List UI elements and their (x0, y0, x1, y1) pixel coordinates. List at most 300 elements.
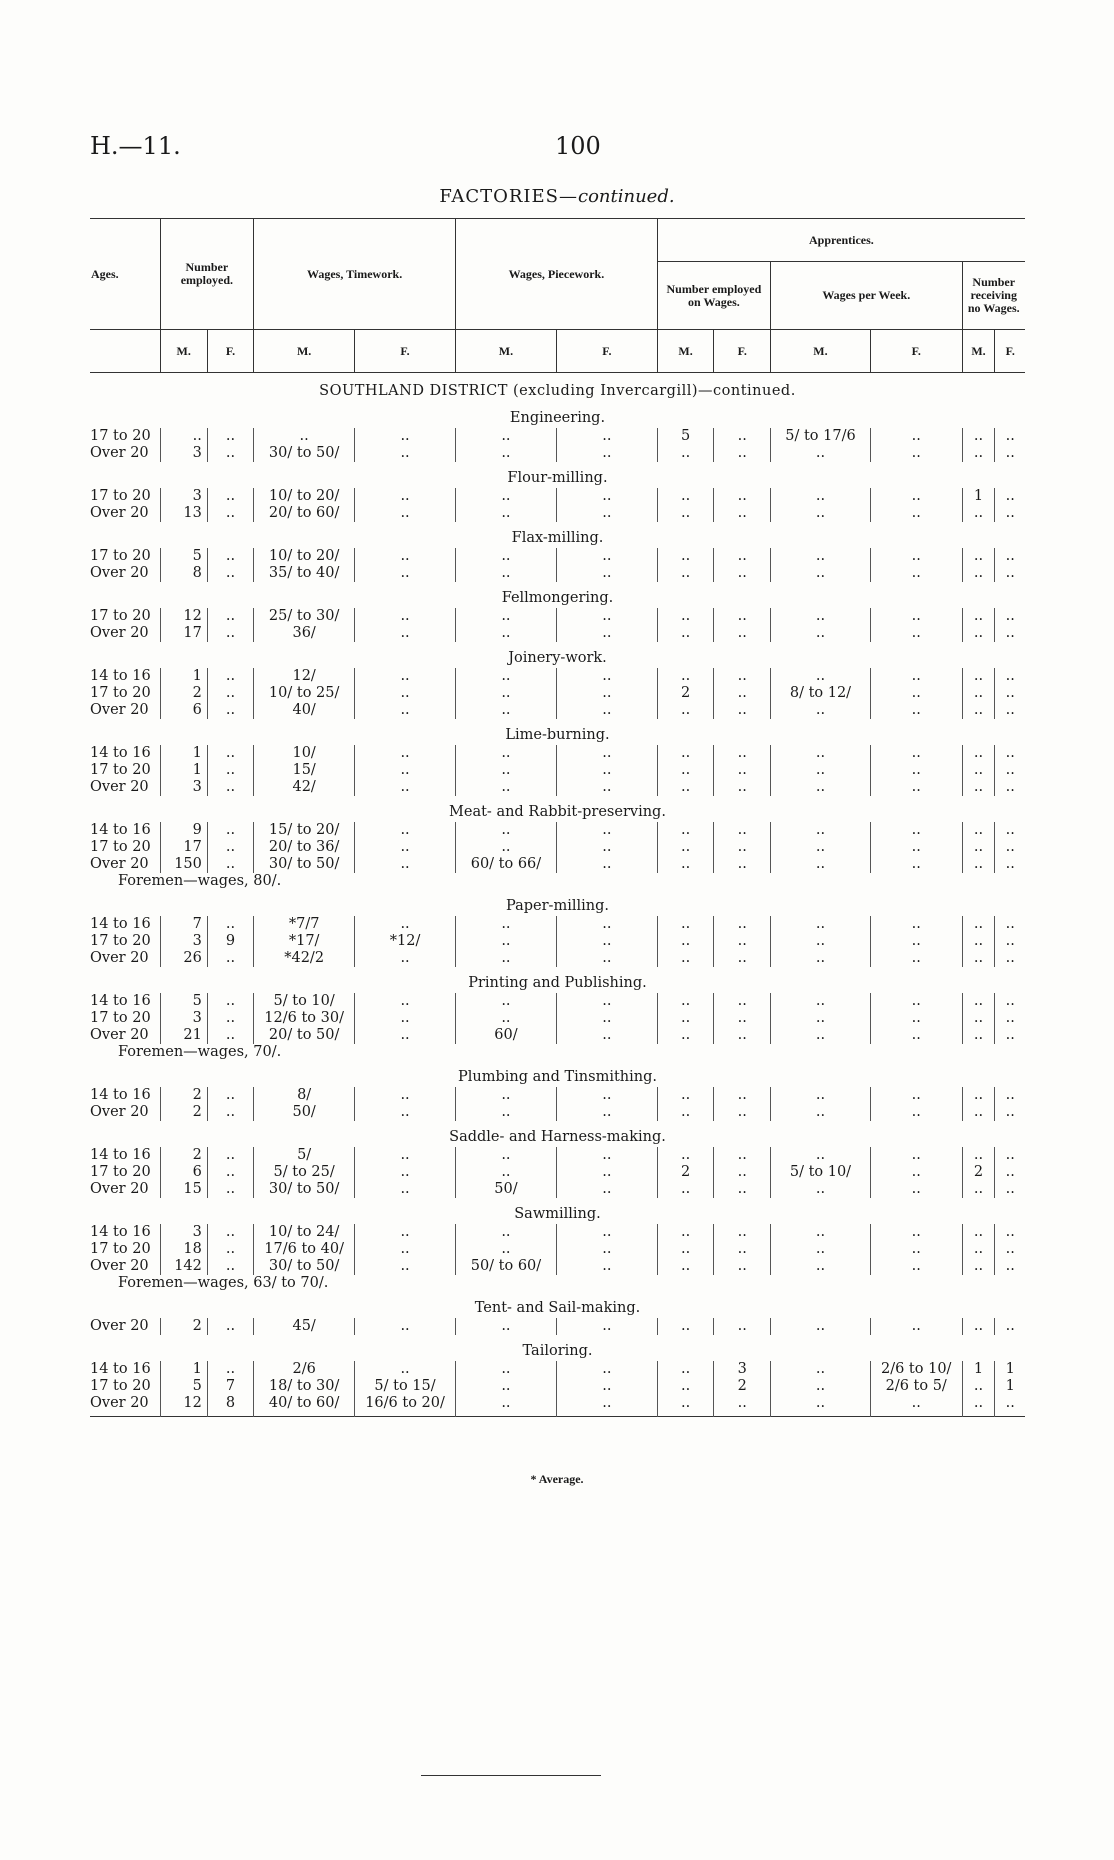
table-cell: .. (556, 625, 657, 642)
table-cell: 1 (962, 1361, 995, 1378)
table-cell: .. (870, 1181, 962, 1198)
table-cell: 5/ to 25/ (254, 1164, 355, 1181)
age-cell: Over 20 (90, 856, 149, 872)
table-cell: 1 (160, 668, 207, 685)
age-cell: Over 20 (90, 950, 149, 966)
table-cell: .. (962, 1087, 995, 1104)
table-cell: .. (456, 993, 557, 1010)
table-cell: .. (207, 1087, 253, 1104)
table-cell: .. (556, 762, 657, 779)
table-cell: .. (995, 839, 1025, 856)
age-cell: 14 to 16 (90, 1224, 151, 1240)
table-cell: .. (771, 916, 871, 933)
table-cell: .. (556, 685, 657, 702)
table-cell: .. (657, 779, 714, 796)
table-cell: .. (355, 1147, 456, 1164)
note-row (90, 1275, 1025, 1292)
table-cell: 1 (160, 762, 207, 779)
age-cell: 17 to 20 (90, 685, 151, 701)
age-cell: 17 to 20 (90, 1164, 151, 1180)
section-heading-row (90, 890, 1025, 916)
table-cell: 8/ to 12/ (771, 685, 871, 702)
table-cell: .. (456, 565, 557, 582)
table-cell: .. (995, 428, 1025, 445)
table-cell: .. (962, 839, 995, 856)
table-row (90, 745, 1025, 762)
table-cell: 3 (714, 1361, 771, 1378)
table-cell: .. (962, 1181, 995, 1198)
table-cell: .. (771, 1258, 871, 1275)
col-f: F. (355, 330, 456, 373)
section-title: Tent- and Sail-making. (474, 1300, 641, 1316)
table-cell: .. (995, 548, 1025, 565)
table-cell: .. (714, 668, 771, 685)
table-cell: .. (355, 1224, 456, 1241)
table-cell: .. (995, 685, 1025, 702)
col-m: M. (254, 330, 355, 373)
table-cell: .. (995, 565, 1025, 582)
table-row (90, 1010, 1025, 1027)
table-cell: .. (962, 822, 995, 839)
table-cell: 17/6 to 40/ (254, 1241, 355, 1258)
table-cell: .. (714, 1104, 771, 1121)
table-cell: .. (456, 685, 557, 702)
table-row (90, 505, 1025, 522)
table-cell: 16/6 to 20/ (355, 1395, 456, 1417)
table-cell: .. (456, 822, 557, 839)
table-cell: .. (962, 1318, 995, 1335)
table-cell: .. (870, 1164, 962, 1181)
table-cell: .. (556, 668, 657, 685)
table-cell: .. (870, 745, 962, 762)
table-cell: .. (657, 822, 714, 839)
table-cell: .. (870, 1147, 962, 1164)
age-cell: 14 to 16 (90, 1147, 151, 1163)
table-cell: .. (771, 1147, 871, 1164)
col-wages-piecework: Wages, Piecework. (456, 219, 658, 330)
table-cell: 2 (160, 1087, 207, 1104)
table-row (90, 488, 1025, 505)
table-cell: .. (771, 1104, 871, 1121)
table-cell: .. (995, 1241, 1025, 1258)
table-cell: .. (456, 779, 557, 796)
col-f: F. (714, 330, 771, 373)
table-cell: .. (657, 565, 714, 582)
table-cell: .. (207, 1104, 253, 1121)
col-m: M. (160, 330, 207, 373)
table-cell: .. (657, 1147, 714, 1164)
age-cell: 17 to 20 (90, 608, 151, 624)
table-cell: .. (995, 1087, 1025, 1104)
wages-table (90, 218, 1025, 1417)
table-cell: .. (870, 565, 962, 582)
table-cell: *42/2 (254, 950, 355, 967)
table-cell: .. (556, 702, 657, 719)
table-cell: 20/ to 36/ (254, 839, 355, 856)
table-cell: .. (207, 702, 253, 719)
table-cell: 50/ to 60/ (456, 1258, 557, 1275)
table-cell: .. (714, 993, 771, 1010)
table-cell: .. (870, 505, 962, 522)
table-cell: .. (207, 839, 253, 856)
table-cell: .. (714, 822, 771, 839)
table-cell: .. (456, 916, 557, 933)
table-cell: .. (771, 608, 871, 625)
table-cell: .. (714, 1395, 771, 1417)
section-heading-row (90, 1335, 1025, 1361)
section-title: Saddle- and Harness-making. (449, 1129, 666, 1145)
section-title: Sawmilling. (514, 1206, 601, 1222)
table-cell: .. (962, 762, 995, 779)
age-cell: 17 to 20 (90, 762, 151, 778)
table-cell: .. (962, 779, 995, 796)
table-cell: .. (456, 762, 557, 779)
table-cell: .. (714, 839, 771, 856)
table-cell: .. (355, 1104, 456, 1121)
section-title: Paper-milling. (506, 898, 609, 914)
table-cell: .. (714, 1147, 771, 1164)
col-appr-wages: Wages per Week. (771, 262, 963, 330)
table-cell: .. (870, 933, 962, 950)
table-cell: .. (556, 993, 657, 1010)
table-cell: .. (870, 1241, 962, 1258)
section-heading-row (90, 967, 1025, 993)
table-cell: .. (771, 779, 871, 796)
age-cell: 14 to 16 (90, 668, 151, 684)
table-cell: .. (207, 1361, 253, 1378)
table-cell: .. (355, 822, 456, 839)
table-cell: .. (207, 685, 253, 702)
table-cell: .. (771, 1378, 871, 1395)
table-cell: .. (771, 1224, 871, 1241)
table-cell: .. (995, 1258, 1025, 1275)
table-cell: .. (355, 779, 456, 796)
age-cell: 14 to 16 (90, 745, 151, 761)
table-row (90, 428, 1025, 445)
table-cell: .. (870, 1104, 962, 1121)
age-cell: 14 to 16 (90, 993, 151, 1009)
table-cell: 1 (160, 745, 207, 762)
table-cell: .. (995, 1104, 1025, 1121)
table-cell: .. (714, 1318, 771, 1335)
table-cell: 8 (207, 1395, 253, 1417)
table-cell: 5/ (254, 1147, 355, 1164)
table-cell: .. (657, 1224, 714, 1241)
table-cell: .. (355, 1164, 456, 1181)
table-cell: 2 (160, 1147, 207, 1164)
table-cell: .. (714, 1224, 771, 1241)
table-cell: .. (207, 428, 253, 445)
table-cell: .. (995, 1318, 1025, 1335)
age-cell: Over 20 (90, 565, 149, 581)
table-cell: .. (962, 668, 995, 685)
table-cell: .. (657, 993, 714, 1010)
table-cell: .. (657, 839, 714, 856)
table-cell: .. (962, 565, 995, 582)
table-cell: .. (962, 1104, 995, 1121)
table-cell: .. (870, 445, 962, 462)
table-cell: .. (556, 445, 657, 462)
table-cell: 30/ to 50/ (254, 1181, 355, 1198)
table-cell: .. (962, 428, 995, 445)
col-wages-timework: Wages, Timework. (254, 219, 456, 330)
section-title: Meat- and Rabbit-preserving. (449, 804, 666, 820)
table-cell: 3 (160, 1224, 207, 1241)
table-row (90, 1361, 1025, 1378)
table-cell: .. (995, 668, 1025, 685)
table-cell: .. (995, 933, 1025, 950)
table-cell: .. (771, 822, 871, 839)
table-cell: 25/ to 30/ (254, 608, 355, 625)
table-cell: .. (657, 950, 714, 967)
table-cell: .. (962, 1241, 995, 1258)
table-cell: .. (870, 762, 962, 779)
age-cell: Over 20 (90, 1104, 149, 1120)
table-cell: .. (456, 702, 557, 719)
table-cell: 18/ to 30/ (254, 1378, 355, 1395)
table-cell: .. (771, 950, 871, 967)
table-row (90, 565, 1025, 582)
table-cell: .. (771, 488, 871, 505)
table-cell: .. (962, 445, 995, 462)
table-cell: .. (962, 916, 995, 933)
table-cell: .. (355, 702, 456, 719)
table-cell: 15 (160, 1181, 207, 1198)
table-cell: .. (771, 1395, 871, 1417)
table-cell: .. (870, 1318, 962, 1335)
table-cell: .. (207, 1318, 253, 1335)
table-cell: .. (355, 839, 456, 856)
table-row (90, 1087, 1025, 1104)
section-title: Tailoring. (522, 1343, 593, 1359)
table-cell: 60/ to 66/ (456, 856, 557, 873)
table-cell: .. (995, 625, 1025, 642)
table-cell: .. (995, 1224, 1025, 1241)
table-cell: 15/ to 20/ (254, 822, 355, 839)
table-cell: .. (456, 1147, 557, 1164)
table-cell: .. (207, 762, 253, 779)
table-cell: .. (456, 1010, 557, 1027)
table-row (90, 762, 1025, 779)
table-cell: .. (207, 1147, 253, 1164)
table-cell: .. (870, 1087, 962, 1104)
age-cell: Over 20 (90, 1318, 149, 1334)
table-cell: .. (995, 1010, 1025, 1027)
table-cell: .. (556, 1164, 657, 1181)
table-cell: .. (556, 1010, 657, 1027)
table-cell: 2 (160, 1318, 207, 1335)
table-cell: .. (355, 1181, 456, 1198)
table-cell: .. (556, 1258, 657, 1275)
table-cell: .. (556, 608, 657, 625)
table-cell: .. (657, 445, 714, 462)
table-cell: .. (556, 1087, 657, 1104)
table-cell: .. (355, 608, 456, 625)
col-number-employed: Number employed. (160, 219, 254, 330)
age-cell: Over 20 (90, 1258, 149, 1274)
table-cell: .. (456, 1164, 557, 1181)
table-cell: .. (714, 779, 771, 796)
district-heading: SOUTHLAND DISTRICT (excluding Invercargill)—continued. (319, 383, 796, 399)
table-cell: 2 (657, 685, 714, 702)
table-cell: 20/ to 60/ (254, 505, 355, 522)
table-cell: 35/ to 40/ (254, 565, 355, 582)
table-cell: .. (771, 993, 871, 1010)
table-row (90, 1241, 1025, 1258)
table-cell: .. (556, 1147, 657, 1164)
section-title: Joinery-work. (508, 650, 607, 666)
table-cell: .. (995, 505, 1025, 522)
table-cell: .. (456, 625, 557, 642)
age-cell: 17 to 20 (90, 428, 151, 444)
table-cell: .. (870, 993, 962, 1010)
table-cell: .. (771, 565, 871, 582)
table-cell: *7/7 (254, 916, 355, 933)
table-cell: .. (995, 822, 1025, 839)
table-cell: .. (771, 702, 871, 719)
table-cell: 2 (714, 1378, 771, 1395)
table-cell: .. (355, 745, 456, 762)
section-heading-row (90, 642, 1025, 668)
table-cell: .. (160, 428, 207, 445)
table-cell: .. (456, 428, 557, 445)
table-cell: .. (355, 505, 456, 522)
table-cell: 5/ to 15/ (355, 1378, 456, 1395)
title-main: FACTORIES— (439, 186, 578, 207)
bottom-rule (421, 1775, 601, 1776)
table-cell: .. (771, 1361, 871, 1378)
table-cell: 12/6 to 30/ (254, 1010, 355, 1027)
table-row (90, 1224, 1025, 1241)
table-cell: .. (995, 608, 1025, 625)
col-m: M. (771, 330, 871, 373)
table-cell: 3 (160, 933, 207, 950)
table-cell: .. (556, 488, 657, 505)
table-cell: .. (456, 1104, 557, 1121)
table-cell: .. (657, 488, 714, 505)
table-cell: .. (556, 548, 657, 565)
table-row (90, 445, 1025, 462)
table-cell: .. (995, 762, 1025, 779)
table-cell: .. (657, 1010, 714, 1027)
col-apprentices: Apprentices. (657, 219, 1025, 262)
table-cell: 60/ (456, 1027, 557, 1044)
foremen-note: Foremen—wages, 63/ to 70/. (118, 1275, 329, 1291)
table-cell: .. (962, 1147, 995, 1164)
table-cell: 10/ to 25/ (254, 685, 355, 702)
table-cell: .. (207, 916, 253, 933)
table-cell: .. (995, 993, 1025, 1010)
table-cell: .. (771, 762, 871, 779)
table-cell: .. (995, 702, 1025, 719)
table-cell: .. (771, 1087, 871, 1104)
table-cell: .. (207, 1010, 253, 1027)
table-cell: .. (714, 745, 771, 762)
table-cell: .. (456, 1361, 557, 1378)
table-cell: .. (456, 548, 557, 565)
table-cell: .. (207, 1027, 253, 1044)
table-body (90, 373, 1025, 1417)
table-cell: .. (657, 668, 714, 685)
table-cell: .. (714, 856, 771, 873)
table-cell: .. (657, 1104, 714, 1121)
table-cell: .. (355, 1318, 456, 1335)
table-cell: .. (870, 839, 962, 856)
age-cell: 14 to 16 (90, 1087, 151, 1103)
table-row (90, 685, 1025, 702)
table-cell: 1 (962, 488, 995, 505)
table-cell: .. (556, 1241, 657, 1258)
table-cell: .. (456, 1224, 557, 1241)
table-cell: 5/ to 17/6 (771, 428, 871, 445)
table-cell: .. (771, 839, 871, 856)
age-cell: Over 20 (90, 1181, 149, 1197)
table-cell: .. (714, 950, 771, 967)
table-cell: 9 (207, 933, 253, 950)
age-cell: 17 to 20 (90, 488, 151, 504)
table-cell: .. (962, 1395, 995, 1417)
table-cell: .. (714, 608, 771, 625)
table-cell: .. (556, 1181, 657, 1198)
table-cell: .. (456, 950, 557, 967)
table-cell: .. (870, 428, 962, 445)
table-cell: .. (870, 488, 962, 505)
table-cell: .. (456, 1318, 557, 1335)
table-cell: 40/ to 60/ (254, 1395, 355, 1417)
table-cell: 2 (962, 1164, 995, 1181)
col-m: M. (657, 330, 714, 373)
table-cell: 9 (160, 822, 207, 839)
table-cell: .. (657, 625, 714, 642)
table-row (90, 1258, 1025, 1275)
col-appr-nowages: Number receiving no Wages. (962, 262, 1025, 330)
table-cell: .. (556, 916, 657, 933)
table-cell: 2/6 to 10/ (870, 1361, 962, 1378)
table-cell: .. (995, 1164, 1025, 1181)
table-cell: 6 (160, 702, 207, 719)
table-cell: 10/ to 20/ (254, 548, 355, 565)
table-cell: .. (771, 745, 871, 762)
table-cell: .. (714, 548, 771, 565)
table-cell: 10/ (254, 745, 355, 762)
table-cell: .. (962, 1027, 995, 1044)
table-cell: .. (714, 1087, 771, 1104)
section-title: Plumbing and Tinsmithing. (457, 1069, 657, 1085)
table-cell: .. (456, 745, 557, 762)
table-cell: 150 (160, 856, 207, 873)
table-cell: .. (207, 505, 253, 522)
table-cell: .. (995, 916, 1025, 933)
table-cell: .. (771, 1318, 871, 1335)
table-cell: .. (355, 1027, 456, 1044)
table-cell: .. (657, 1361, 714, 1378)
table-cell: .. (962, 505, 995, 522)
table-cell: .. (556, 1104, 657, 1121)
table-cell: .. (556, 505, 657, 522)
table-cell: .. (870, 702, 962, 719)
age-cell: Over 20 (90, 1027, 149, 1043)
col-f: F. (870, 330, 962, 373)
table-cell: .. (771, 625, 871, 642)
table-cell: .. (870, 1258, 962, 1275)
table-cell: 12 (160, 1395, 207, 1417)
table-cell: .. (995, 745, 1025, 762)
table-row (90, 1104, 1025, 1121)
table-cell: .. (355, 916, 456, 933)
table-cell: .. (355, 685, 456, 702)
section-title: Flour-milling. (507, 470, 608, 486)
table-cell: .. (870, 548, 962, 565)
